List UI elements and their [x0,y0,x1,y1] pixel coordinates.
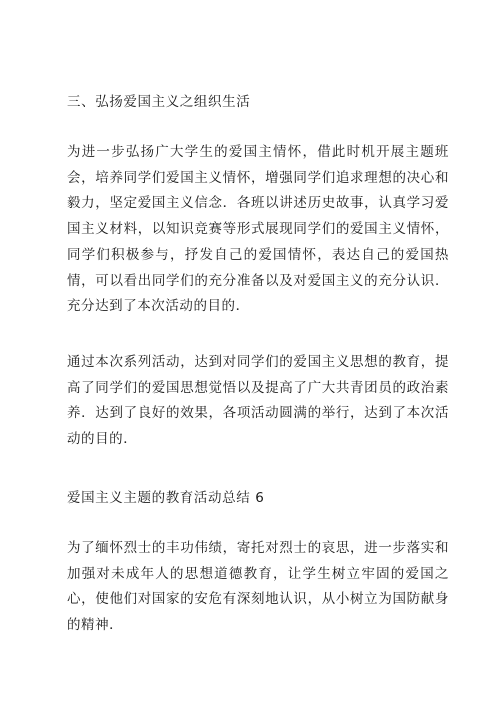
subheading: 爱国主义主题的教育活动总结 6 [67,490,265,506]
paragraph-3: 为了缅怀烈士的丰功伟绩，寄托对烈士的哀思，进一步落实和加强对未成年人的思想道德教育，让学生树立牢固的爱国之心，使他们对国家的安危有深刻地认识，从小树立为国防献身的精神． [67,540,449,634]
section-heading: 三、弘扬爱国主义之组织生活 [67,94,251,110]
paragraph-1: 为进一步弘扬广大学生的爱国主情怀，借此时机开展主题班会，培养同学们爱国主义情怀，增强同学们追求理想的决心和毅力，坚定爱国主义信念．各班以讲述历史故事，认真学习爱国主义材料，以知识竞赛等形式展现同学们的爱国主义情怀，同学们积极参与，抒发自己的爱国情怀，表达自己的爱国热情，可以看出同学们的充分准备以及对爱国主义的充分认识．充分达到了本次活动的目的． [67,144,449,315]
paragraph-2: 通过本次系列活动，达到对同学们的爱国主义思想的教育，提高了同学们的爱国思想觉悟以及提高了广大共青团员的政治素养．达到了良好的效果，各项活动圆满的举行，达到了本次活动的目的． [67,354,449,448]
